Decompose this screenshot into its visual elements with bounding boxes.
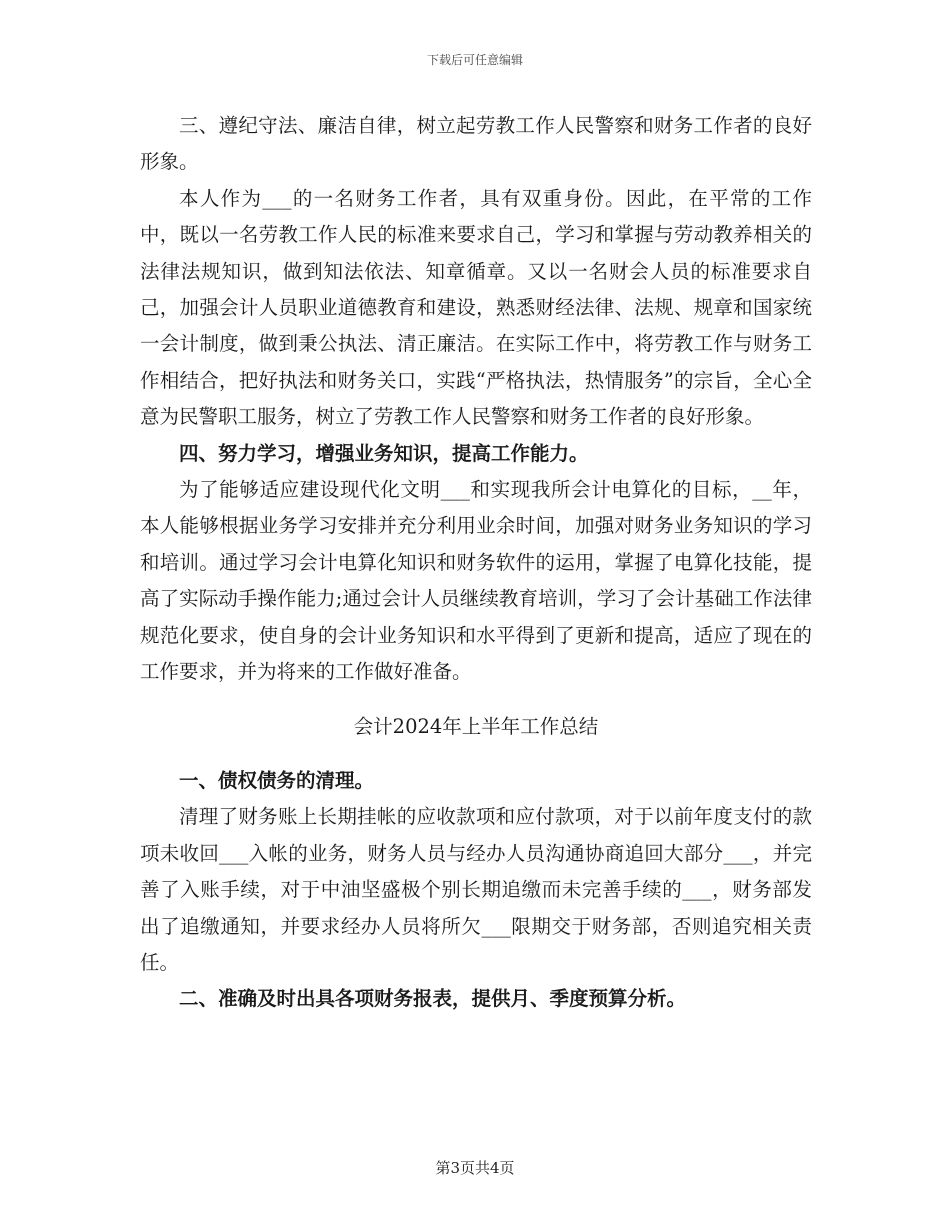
section-4-paragraph: 为了能够适应建设现代化文明___和实现我所会计电算化的目标，__年，本人能够根据业务学习安排并充分利用业余时间，加强对财务业务知识的学习和培训。通过学习会计电算化知识和财务软件的运用，掌握了电算化技能，提高了实际动手操作能力;通过会计人员继续教育培训，学习了会计基础工作法律规范化要求，使自身的会计业务知识和水平得到了更新和提高，适应了现在的工作要求，并为将来的工作做好准备。	[140, 478, 812, 684]
part-2-heading: 二、准确及时出具各项财务报表，提供月、季度预算分析。	[179, 987, 687, 1011]
part-1-paragraph: 清理了财务账上长期挂帐的应收款项和应付款项，对于以前年度支付的款项未收回___入帐的业务，财务人员与经办人员沟通协商追回大部分___，并完善了入账手续，对于中油坚盛极个别长期追缴而未完善手续的___，财务部发出了追缴通知，并要求经办人员将所欠___限期交于财务部，否则追究相关责任。	[140, 805, 812, 974]
section-3-heading: 三、遵纪守法、廉洁自律，树立起劳教工作人民警察和财务工作者的良好形象。	[140, 114, 812, 174]
page-header: 下载后可任意编辑	[426, 53, 523, 67]
document-body	[140, 108, 812, 1018]
part-1-heading: 一、债权债务的清理。	[179, 768, 375, 792]
document-title: 会计2024年上半年工作总结	[353, 714, 599, 738]
page-footer: 第3页共4页	[435, 1159, 515, 1177]
section-4-heading: 四、努力学习，增强业务知识，提高工作能力。	[179, 441, 589, 465]
section-3-paragraph: 本人作为___的一名财务工作者，具有双重身份。因此，在平常的工作中，既以一名劳教工作人民的标准来要求自己，学习和掌握与劳动教养相关的法律法规知识，做到知法依法、知章循章。又以一名财会人员的标准要求自己，加强会计人员职业道德教育和建设，熟悉财经法律、法规、规章和国家统一会计制度，做到秉公执法、清正廉洁。在实际工作中，将劳教工作与财务工作相结合，把好执法和财务关口，实践“严格执法，热情服务”的宗旨，全心全意为民警职工服务，树立了劳教工作人民警察和财务工作者的良好形象。	[140, 186, 812, 429]
